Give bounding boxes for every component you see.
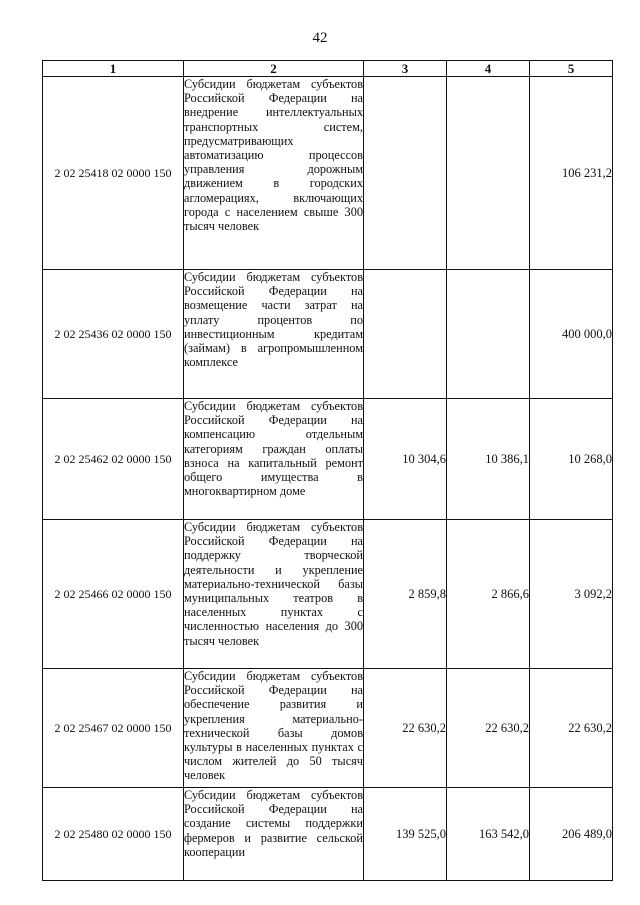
budget-code-cell: 2 02 25467 02 0000 150 (43, 669, 184, 788)
column-header-2: 2 (184, 61, 364, 77)
table-row (43, 77, 613, 270)
table-row (43, 788, 613, 881)
value-cell-col5: 10 268,0 (530, 399, 613, 520)
value-cell-col4: 163 542,0 (447, 788, 530, 881)
value-cell-col4 (447, 270, 530, 399)
budget-table (42, 60, 613, 881)
description-cell: Субсидии бюджетам субъектов Российской Федерации на компенсацию отдельным категориям граждан оплаты взноса на капитальный ремонт общего имущества в многоквартирном доме (184, 399, 364, 520)
value-cell-col3 (364, 77, 447, 270)
table-header-row (43, 61, 613, 77)
table-row (43, 520, 613, 669)
value-cell-col3: 2 859,8 (364, 520, 447, 669)
value-cell-col3 (364, 270, 447, 399)
table-row (43, 669, 613, 788)
value-cell-col5: 3 092,2 (530, 520, 613, 669)
value-cell-col4 (447, 77, 530, 270)
budget-code-cell: 2 02 25466 02 0000 150 (43, 520, 184, 669)
value-cell-col5: 22 630,2 (530, 669, 613, 788)
value-cell-col5: 206 489,0 (530, 788, 613, 881)
column-header-4: 4 (447, 61, 530, 77)
description-cell: Субсидии бюджетам субъектов Российской Федерации на создание системы поддержки фермеров и развитие сельской кооперации (184, 788, 364, 881)
budget-code-cell: 2 02 25418 02 0000 150 (43, 77, 184, 270)
table-row (43, 270, 613, 399)
value-cell-col4: 22 630,2 (447, 669, 530, 788)
page-number: 42 (312, 30, 328, 46)
value-cell-col5: 106 231,2 (530, 77, 613, 270)
description-cell: Субсидии бюджетам субъектов Российской Федерации на обеспечение развития и укрепления материально-технической базы домов культуры в населенных пунктах с числом жителей до 50 тысяч человек (184, 669, 364, 788)
description-cell: Субсидии бюджетам субъектов Российской Федерации на поддержку творческой деятельности и укрепление материально-технической базы муниципальных театров в населенных пунктах с численностью населения до 300 тысяч человек (184, 520, 364, 669)
value-cell-col4: 2 866,6 (447, 520, 530, 669)
value-cell-col5: 400 000,0 (530, 270, 613, 399)
column-header-5: 5 (530, 61, 613, 77)
value-cell-col3: 10 304,6 (364, 399, 447, 520)
value-cell-col3: 22 630,2 (364, 669, 447, 788)
budget-code-cell: 2 02 25480 02 0000 150 (43, 788, 184, 881)
description-cell: Субсидии бюджетам субъектов Российской Федерации на возмещение части затрат на уплату процентов по инвестиционным кредитам (займам) в агропромышленном комплексе (184, 270, 364, 399)
value-cell-col4: 10 386,1 (447, 399, 530, 520)
column-header-1: 1 (43, 61, 184, 77)
value-cell-col3: 139 525,0 (364, 788, 447, 881)
budget-code-cell: 2 02 25462 02 0000 150 (43, 399, 184, 520)
budget-code-cell: 2 02 25436 02 0000 150 (43, 270, 184, 399)
description-cell: Субсидии бюджетам субъектов Российской Федерации на внедрение интеллектуальных транспортных систем, предусматривающих автоматизацию процессов управления дорожным движением в городских агломерациях, включающих города с населением свыше 300 тысяч человек (184, 77, 364, 270)
table-row (43, 399, 613, 520)
column-header-3: 3 (364, 61, 447, 77)
